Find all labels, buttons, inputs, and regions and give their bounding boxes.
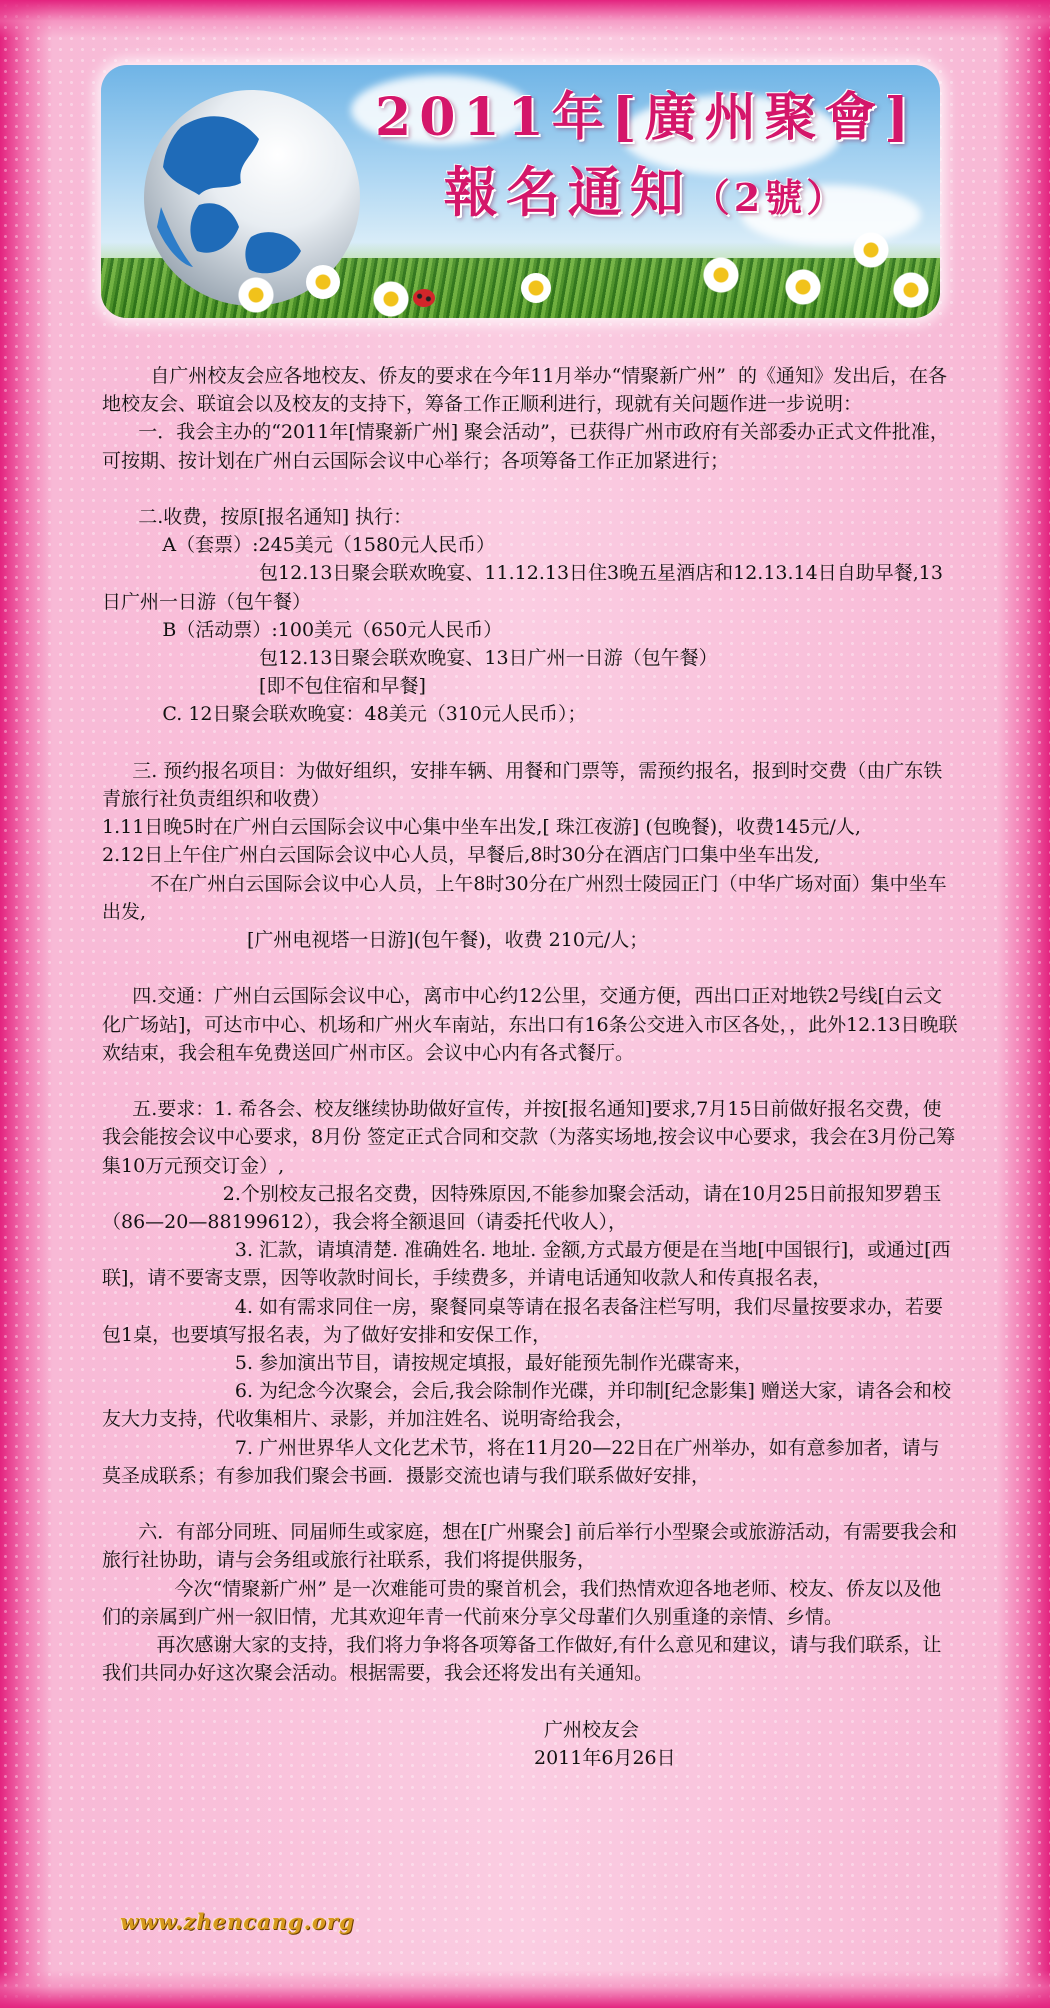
requirement-4: 4. 如有需求同住一房，聚餐同桌等请在报名表备注栏写明，我们尽量按要求办，若要包1桌，也要填写报名表，为了做好安排和安保工作， <box>102 1295 944 1346</box>
closing-paragraph-2: 再次感谢大家的支持，我们将力争将各项筹备工作做好,有什么意见和建议，请与我们联系，让我们共同办好这次聚会活动。根据需要，我会还将发出有关通知。 <box>102 1634 942 1685</box>
banner-title <box>346 83 940 235</box>
fee-option-b-note: [即不包住宿和早餐] <box>102 675 426 698</box>
closing-paragraph-1: 今次“情聚新广州” 是一次难能可贵的聚首机会，我们热情欢迎各地老师、校友、侨友以及他们的亲属到广州一叙旧情，尤其欢迎年青一代前來分享父母輩们久别重逢的亲情、乡情。 <box>102 1577 941 1628</box>
ladybug-icon <box>413 289 435 307</box>
tour-item-2: 2.12日上午住广州白云国际会议中心人员，早餐后,8时30分在酒店门口集中坐车出发, <box>102 844 820 867</box>
page-border-top <box>0 0 1050 38</box>
daisy-image <box>891 270 931 310</box>
signature-date: 2011年6月26日 <box>534 1746 676 1769</box>
daisy-image <box>236 275 276 315</box>
header-banner <box>101 65 940 318</box>
section-1: 一．我会主办的“2011年[情聚新广州] 聚会活动”，已获得广州市政府有关部委办正式文件批准，可按期、按计划在广州白云国际会议中心举行；各项筹备工作正加紧进行； <box>102 421 949 472</box>
daisy-image <box>371 279 411 318</box>
fee-option-a-detail: 包12.13日聚会联欢晚宴、11.12.13日住3晚五星酒店和12.13.14日自助早餐,13日广州一日游（包午餐） <box>102 562 943 613</box>
title-line2-main: 報名通知 <box>443 160 692 224</box>
fee-option-b-detail: 包12.13日聚会联欢晚宴、13日广州一日游（包午餐） <box>102 647 718 670</box>
daisy-image <box>701 255 741 295</box>
requirement-3: 3. 汇款，请填清楚. 准确姓名. 地址. 金额,方式最方便是在当地[中国银行]，或通过[西联]，请不要寄支票，因等收款时间长，手续费多，并请电话通知收款人和传真报名表， <box>102 1239 951 1290</box>
site-watermark: www.zhencang.org <box>120 1909 355 1934</box>
notice-body <box>102 362 958 1772</box>
requirement-2: 2.个别校友己报名交费，因特殊原因,不能参加聚会活动，请在10月25日前报知罗碧玉（86—20—88199612），我会将全额退回（请委托代收人）， <box>102 1182 942 1234</box>
tour-item-2-fee: [广州电视塔一日游](包午餐)，收费 210元/人； <box>102 929 649 952</box>
section-4-transport: 四.交通：广州白云国际会议中心，离市中心约12公里，交通方便，西出口正对地铁2号线[白云文化广场站]，可达市中心、机场和广州火车南站，东出口有16条公交进入市区各处，，此外12.13日晚联欢结束，我会租车免费送回广州市区。会议中心内有各式餐厅。 <box>102 985 958 1064</box>
tour-item-2-alt: 不在广州白云国际会议中心人员，上午8时30分在广州烈士陵园正门（中华广场对面）集中坐车出发, <box>102 872 947 923</box>
fee-option-a: A（套票）:245美元（1580元人民币） <box>102 534 496 557</box>
fee-option-c: C. 12日聚会联欢晚宴：48美元（310元人民币）； <box>102 703 587 726</box>
page-border-bottom <box>0 1970 1050 2008</box>
requirement-5: 5. 参加演出节目，请按规定填报，最好能预先制作光碟寄来， <box>102 1352 754 1375</box>
requirement-7: 7. 广州世界华人文化艺术节，将在11月20—22日在广州举办，如有意参加者，请与莫圣成联系；有参加我们聚会书画．摄影交流也请与我们联系做好安排， <box>102 1436 940 1487</box>
section-3-title: 三. 预约报名项目：为做好组织，安排车辆、用餐和门票等，需预约报名，报到时交费（由广东铁青旅行社负责组织和收费） <box>102 759 943 811</box>
intro-paragraph: 自广州校友会应各地校友、侨友的要求在今年11月举办“情聚新广州” 的《通知》发出后，在各地校友会、联谊会以及校友的支持下，筹备工作正顺利进行，现就有关问题作进一步说明： <box>102 365 948 416</box>
daisy-image <box>521 273 551 303</box>
requirement-1: 五.要求：1. 希各会、校友继续协助做好宣传，并按[报名通知]要求,7月15日前做好报名交费，使我会能按会议中心要求，8月份 签定正式合同和交款（为落实场地,按会议中心要求，我会在3月份己筹集10万元预交订金）, <box>102 1098 956 1177</box>
section-6: 六．有部分同班、同届师生或家庭，想在[广州聚会] 前后举行小型聚会或旅游活动，有需要我会和旅行社协助，请与会务组或旅行社联系，我们将提供服务， <box>102 1521 958 1572</box>
daisy-image <box>306 265 340 299</box>
daisy-image <box>781 265 825 309</box>
signature-org: 广州校友会 <box>544 1718 640 1741</box>
fee-option-b: B（活动票）:100美元（650元人民币） <box>102 618 503 641</box>
title-line2-suffix: （2號） <box>691 175 849 220</box>
title-line2 <box>346 155 940 235</box>
section-2-title: 二.收费，按原[报名通知] 执行： <box>102 506 413 528</box>
requirement-6: 6. 为纪念今次聚会，会后,我会除制作光碟，并印制[纪念影集] 赠送大家，请各会和校友大力支持，代收集相片、录影，并加注姓名、说明寄给我会， <box>102 1380 951 1431</box>
tour-item-1: 1.11日晚5时在广州白云国际会议中心集中坐车出发,[ 珠江夜游] (包晚餐)，收费145元/人, <box>102 816 861 839</box>
title-line1: 2011年[廣州聚會] <box>375 87 917 148</box>
